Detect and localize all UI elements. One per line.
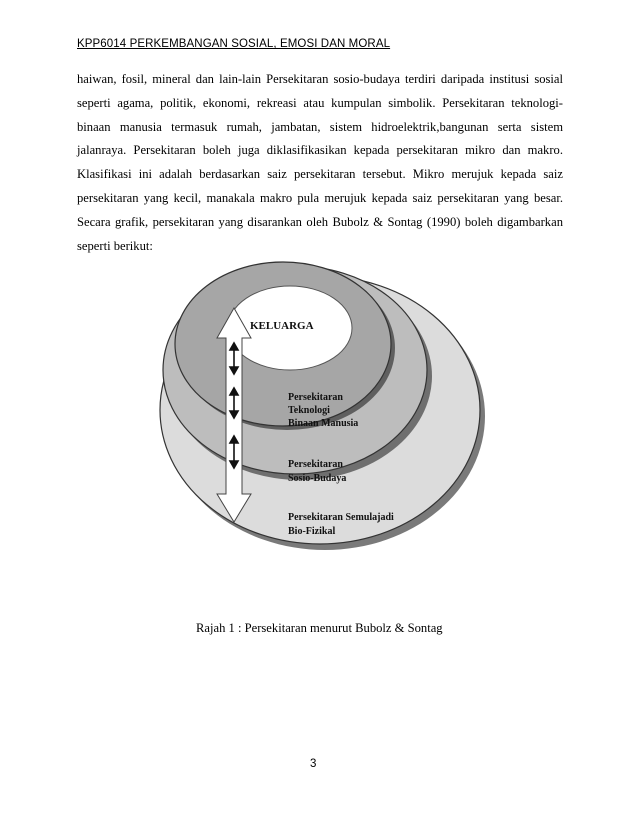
label-family: KELUARGA (250, 320, 314, 332)
running-header: KPP6014 PERKEMBANGAN SOSIAL, EMOSI DAN MORAL (77, 38, 391, 50)
figure-caption: Rajah 1 : Persekitaran menurut Bubolz & Sontag (196, 621, 443, 635)
label-tech-1: Persekitaran (288, 392, 343, 403)
environment-layers-diagram (150, 250, 490, 560)
label-tech-3: Binaan Manusia (288, 418, 359, 429)
label-bio-2: Bio-Fizikal (288, 526, 336, 537)
label-bio-1: Persekitaran Semulajadi (288, 512, 394, 523)
label-socio-1: Persekitaran (288, 459, 343, 470)
label-tech-2: Teknologi (288, 405, 330, 416)
label-socio-2: Sosio-Budaya (288, 473, 347, 484)
body-paragraph: haiwan, fosil, mineral dan lain-lain Persekitaran sosio-budaya terdiri daripada institusi sosial seperti agama, politik, ekonomi, rekreasi atau kumpulan simbolik. Persekitaran teknologi-binaan manusia termasuk rumah, jambatan, sistem hidroelektrik,bangunan serta sistem jalanraya. Persekitaran boleh juga diklasifikasikan kepada persekitaran mikro dan makro. Klasifikasi ini adalah berdasarkan saiz persekitaran tersebut. Mikro merujuk kepada saiz persekitaran yang kecil, manakala makro pula merujuk kepada saiz persekitaran yang besar. Secara grafik, persekitaran yang disarankan oleh Bubolz & Sontag (1990) boleh digambarkan seperti berikut: (77, 72, 563, 253)
body-paragraph-block (77, 68, 563, 258)
page-number: 3 (310, 758, 317, 770)
